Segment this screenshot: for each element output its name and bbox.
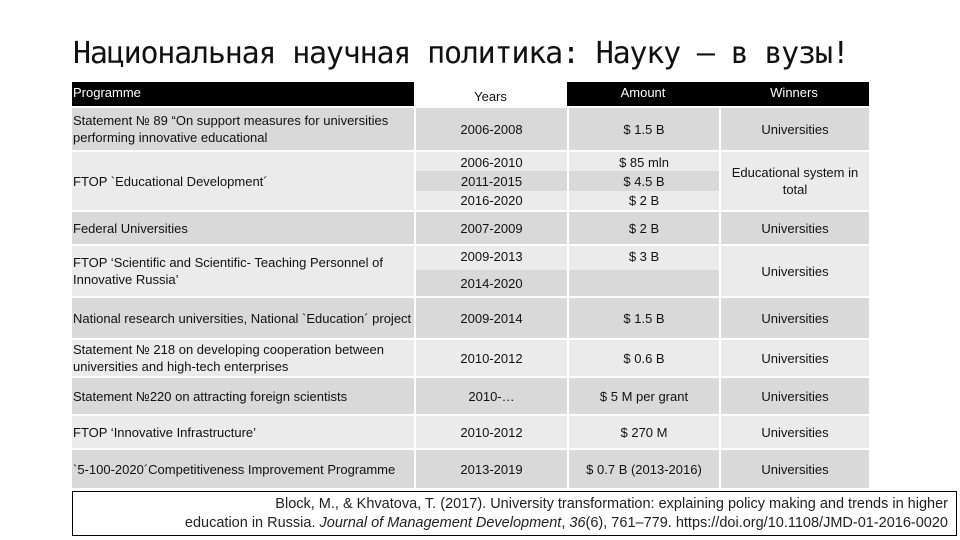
citation-line-2 (73, 514, 948, 533)
table-row-programme: Statement №220 on attracting foreign scientists (72, 378, 414, 414)
table-row-years: 2010-… (416, 378, 567, 414)
amount-value (569, 270, 719, 296)
amount-value: $ 2 B (628, 192, 660, 208)
table-row-programme: FTOP ‘Scientific and Scientific- Teaching Personnel of Innovative Russia’ (72, 246, 414, 296)
amount-value: $ 4.5 B (569, 171, 719, 191)
years-period: 2009-2013 (460, 248, 523, 264)
citation-line-1: Block, M., & Khvatova, T. (2017). University transformation: explaining policy making and trends in higher (275, 496, 948, 512)
citation-journal: Journal of Management Development (319, 515, 562, 531)
table-row-years: 2013-2019 (416, 450, 567, 488)
table-row-years: 2010-2012 (416, 340, 567, 376)
table-row-winners: Universities (721, 298, 869, 338)
years-period: 2011-2015 (416, 171, 567, 191)
table-row-amount (569, 152, 719, 210)
table-row-amount: $ 2 B (569, 212, 719, 244)
table-row-years (416, 152, 567, 210)
years-period: 2014-2020 (416, 270, 567, 296)
table-row-amount (569, 246, 719, 296)
table-row-winners: Universities (721, 108, 869, 150)
table-row-winners: Universities (721, 340, 869, 376)
table-row-winners: Universities (721, 378, 869, 414)
table-row-amount: $ 270 M (569, 416, 719, 448)
table-row-winners: Universities (721, 212, 869, 244)
table-row-amount: $ 5 M per grant (569, 378, 719, 414)
citation-text: education in Russia. (184, 515, 320, 531)
table-row-winners: Universities (721, 246, 869, 296)
table-row-programme: FTOP ‘Innovative Infrastructure’ (72, 416, 414, 448)
amount-value: $ 85 mln (619, 154, 669, 170)
header-amount: Amount (567, 82, 719, 106)
table-row-programme: FTOP `Educational Development´ (72, 152, 414, 210)
table-row-amount: $ 0.7 B (2013-2016) (569, 450, 719, 488)
table-row-amount: $ 0.6 B (569, 340, 719, 376)
table-row-amount: $ 1.5 B (569, 298, 719, 338)
header-programme: Programme (72, 82, 414, 106)
table-row-amount: $ 1.5 B (569, 108, 719, 150)
table-row-winners: Universities (721, 450, 869, 488)
table-row-programme: Statement № 218 on developing cooperation between universities and high-tech enterprises (72, 340, 414, 376)
table-row-programme: `5-100-2020´Competitiveness Improvement Programme (72, 450, 414, 488)
years-period: 2016-2020 (460, 192, 523, 208)
table-row-years: 2010-2012 (416, 416, 567, 448)
table-row-winners: Universities (721, 416, 869, 448)
slide-title: Национальная научная политика: Науку – в вузы! (73, 36, 849, 71)
table-row-years: 2007-2009 (416, 212, 567, 244)
amount-value: $ 3 B (628, 248, 660, 264)
header-winners: Winners (719, 82, 869, 106)
table-row-programme: Federal Universities (72, 212, 414, 244)
table-row-years: 2006-2008 (416, 108, 567, 150)
citation-volume: 36 (569, 515, 586, 531)
header-years: Years (414, 82, 567, 106)
table-row-winners: Educational system in total (721, 152, 869, 210)
citation-box (72, 491, 957, 536)
years-period: 2006-2010 (460, 154, 523, 170)
table-row-programme: Statement № 89 “On support measures for universities performing innovative educational (72, 108, 414, 150)
table-row-programme: National research universities, National `Education´ project (72, 298, 414, 338)
citation-separator: , (561, 515, 570, 531)
table-row-years: 2009-2014 (416, 298, 567, 338)
citation-doi: (6), 761–779. https://doi.org/10.1108/JMD-01-2016-0020 (585, 515, 948, 531)
table-row-years (416, 246, 567, 296)
